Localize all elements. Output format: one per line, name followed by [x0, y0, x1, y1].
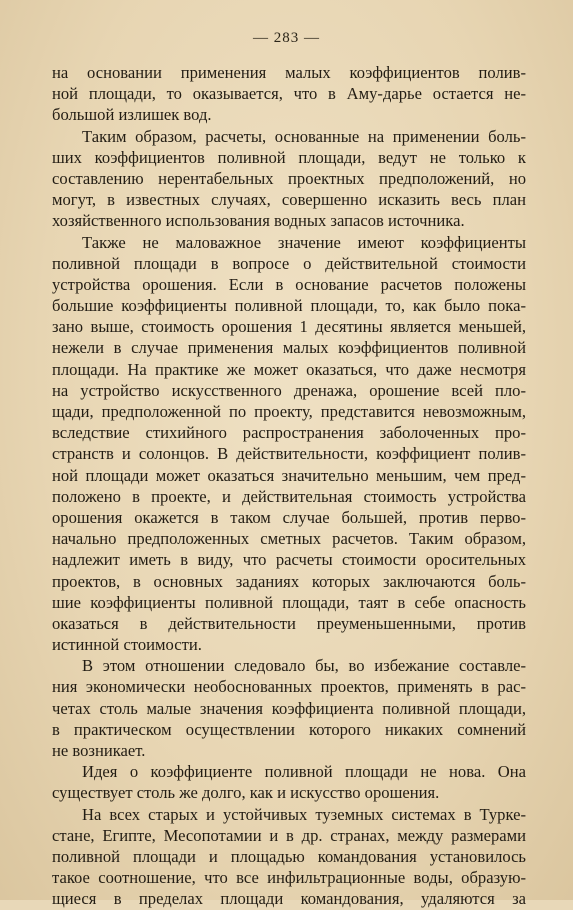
text-line: На всех старых и устойчивых туземных системах в Турке- [82, 804, 526, 824]
text-line: площади. На практике же может оказаться, что даже несмотря [52, 359, 526, 379]
text-line: зано выше, стоимость орошения 1 десятины является меньшей, [52, 317, 526, 337]
text-line: нежели в случае применения малых коэффициентов поливной [52, 338, 526, 358]
text-line: четах столь малые значения коэффициента поливной площади, [52, 698, 526, 718]
text-line: оказаться в действительности преуменьшенными, против [52, 613, 526, 633]
text-line: Таким образом, расчеты, основанные на применении боль- [82, 126, 526, 146]
text-line: В этом отношении следовало бы, во избежание составле- [82, 656, 526, 676]
text-line: такое соотношение, что все инфильтрационные воды, образую- [52, 868, 526, 888]
text-line: шие коэффициенты поливной площади, таят в себе опасность [52, 592, 526, 612]
text-line: могут, в известных случаях, совершенно исказить весь план [52, 190, 526, 210]
text-line: истинной стоимости. [52, 635, 202, 655]
text-line: ной площади, то оказывается, что в Аму-дарье остается не- [52, 84, 526, 104]
text-line: Идея о коэффициенте поливной площади не нова. Она [82, 762, 526, 782]
text-line: щиеся в пределах площади командования, удаляются за [52, 889, 526, 909]
text-line: надлежит иметь в виду, что расчеты стоимости оросительных [52, 550, 526, 570]
text-line: устройства орошения. Если в основание расчетов положены [52, 274, 526, 294]
text-line: Также не маловажное значение имеют коэффициенты [82, 232, 526, 252]
text-line: поливной площади и площадью командования установилось [52, 846, 526, 866]
text-line: щади, предположенной по проекту, представится невозможным, [52, 402, 526, 421]
text-line: ших коэффициентов поливной площади, ведут не только к [52, 147, 526, 167]
text-line: большой излишек вод. [52, 105, 212, 125]
text-line: большие коэффициенты поливной площади, то, как было пока- [52, 296, 526, 316]
text-line: странств и солонцов. В действительности, коэффициент полив- [52, 444, 526, 464]
text-line: орошения окажется в таком случае большей, против перво- [52, 507, 526, 527]
text-line: хозяйственного использования водных запасов источника. [52, 211, 465, 231]
text-line: на основании применения малых коэффициентов полив- [52, 63, 526, 82]
text-line: не возникает. [52, 741, 146, 760]
text-line: вследствие стихийного распространения заболоченных про- [52, 423, 526, 443]
text-line: начально предположенных сметных расчетов. Таким образом, [52, 529, 526, 549]
text-line: ния экономически необоснованных проектов, применять в рас- [52, 677, 526, 697]
text-line: стане, Египте, Месопотамии и в др. странах, между размерами [52, 825, 526, 845]
text-line: в практическом осуществлении которого никаких сомнений [52, 719, 526, 739]
text-line: проектов, в основных заданиях которых заключаются боль- [52, 571, 526, 591]
page-number: — 283 — [253, 30, 320, 46]
text-line: положено в проекте, и действительная стоимость устройства [52, 486, 526, 506]
text-line: ной площади может оказаться значительно меньшим, чем пред- [52, 465, 526, 485]
text-line: на устройство искусственного дренажа, орошение всей пло- [52, 380, 526, 400]
text-line: существует столь же долго, как и искусство орошения. [52, 783, 440, 803]
body-text [52, 62, 526, 910]
text-line: поливной площади в вопросе о действительной стоимости [52, 253, 526, 273]
text-line: составлению нерентабельных проектных предположений, но [52, 168, 526, 188]
